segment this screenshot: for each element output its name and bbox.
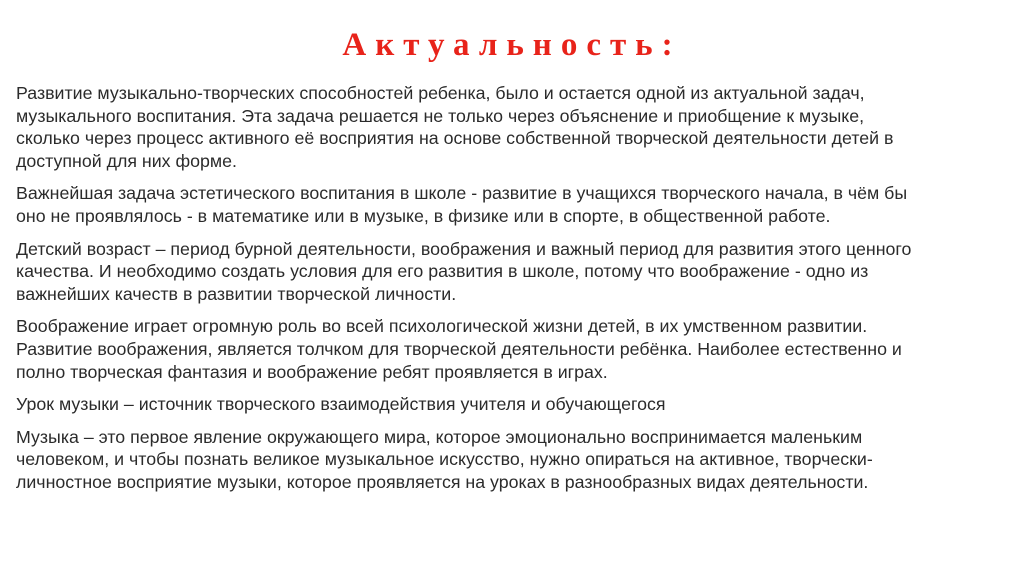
paragraph-6: Музыка – это первое явление окружающего мира, которое эмоционально воспринимается маленьким человеком, и чтобы познать великое музыкальное искусство, нужно опираться на активное, творчески- личностное восприятие музыки, которое проявляется на уроках в разнообразных видах деятельности. (16, 426, 873, 492)
paragraph-2: Важнейшая задача эстетического воспитания в школе - развитие в учащихся творческого начала, в чём бы оно не проявлялось - в математике или в музыке, в физике или в спорте, в общественной работе. (16, 183, 908, 226)
paragraph-3: Детский возраст – период бурной деятельности, воображения и важный период для развития этого ценного качества. И необходимо создать условия для его развития в школе, потому что воображение - одно из важнейших качеств в развитии творческой личности. (16, 238, 912, 304)
slide-body (16, 82, 1008, 504)
paragraph-1: Развитие музыкально-творческих способностей ребенка, было и остается одной из актуальной задач, музыкального воспитания. Эта задача решается не только через объяснение и приобщение к музыке, сколько через процесс активного её восприятия на основе собственной творческой деятельности детей в доступной для них форме. (16, 83, 894, 171)
paragraph-5: Урок музыки – источник творческого взаимодействия учителя и обучающегося (16, 394, 666, 415)
paragraph-4: Воображение играет огромную роль во всей психологической жизни детей, в их умственном развитии. Развитие воображения, является толчком для творческой деятельности ребёнка. Наиболее естественно и полно творческая фантазия и воображение ребят проявляется в играх. (16, 316, 902, 382)
slide-title: Актуальность: (342, 27, 682, 63)
